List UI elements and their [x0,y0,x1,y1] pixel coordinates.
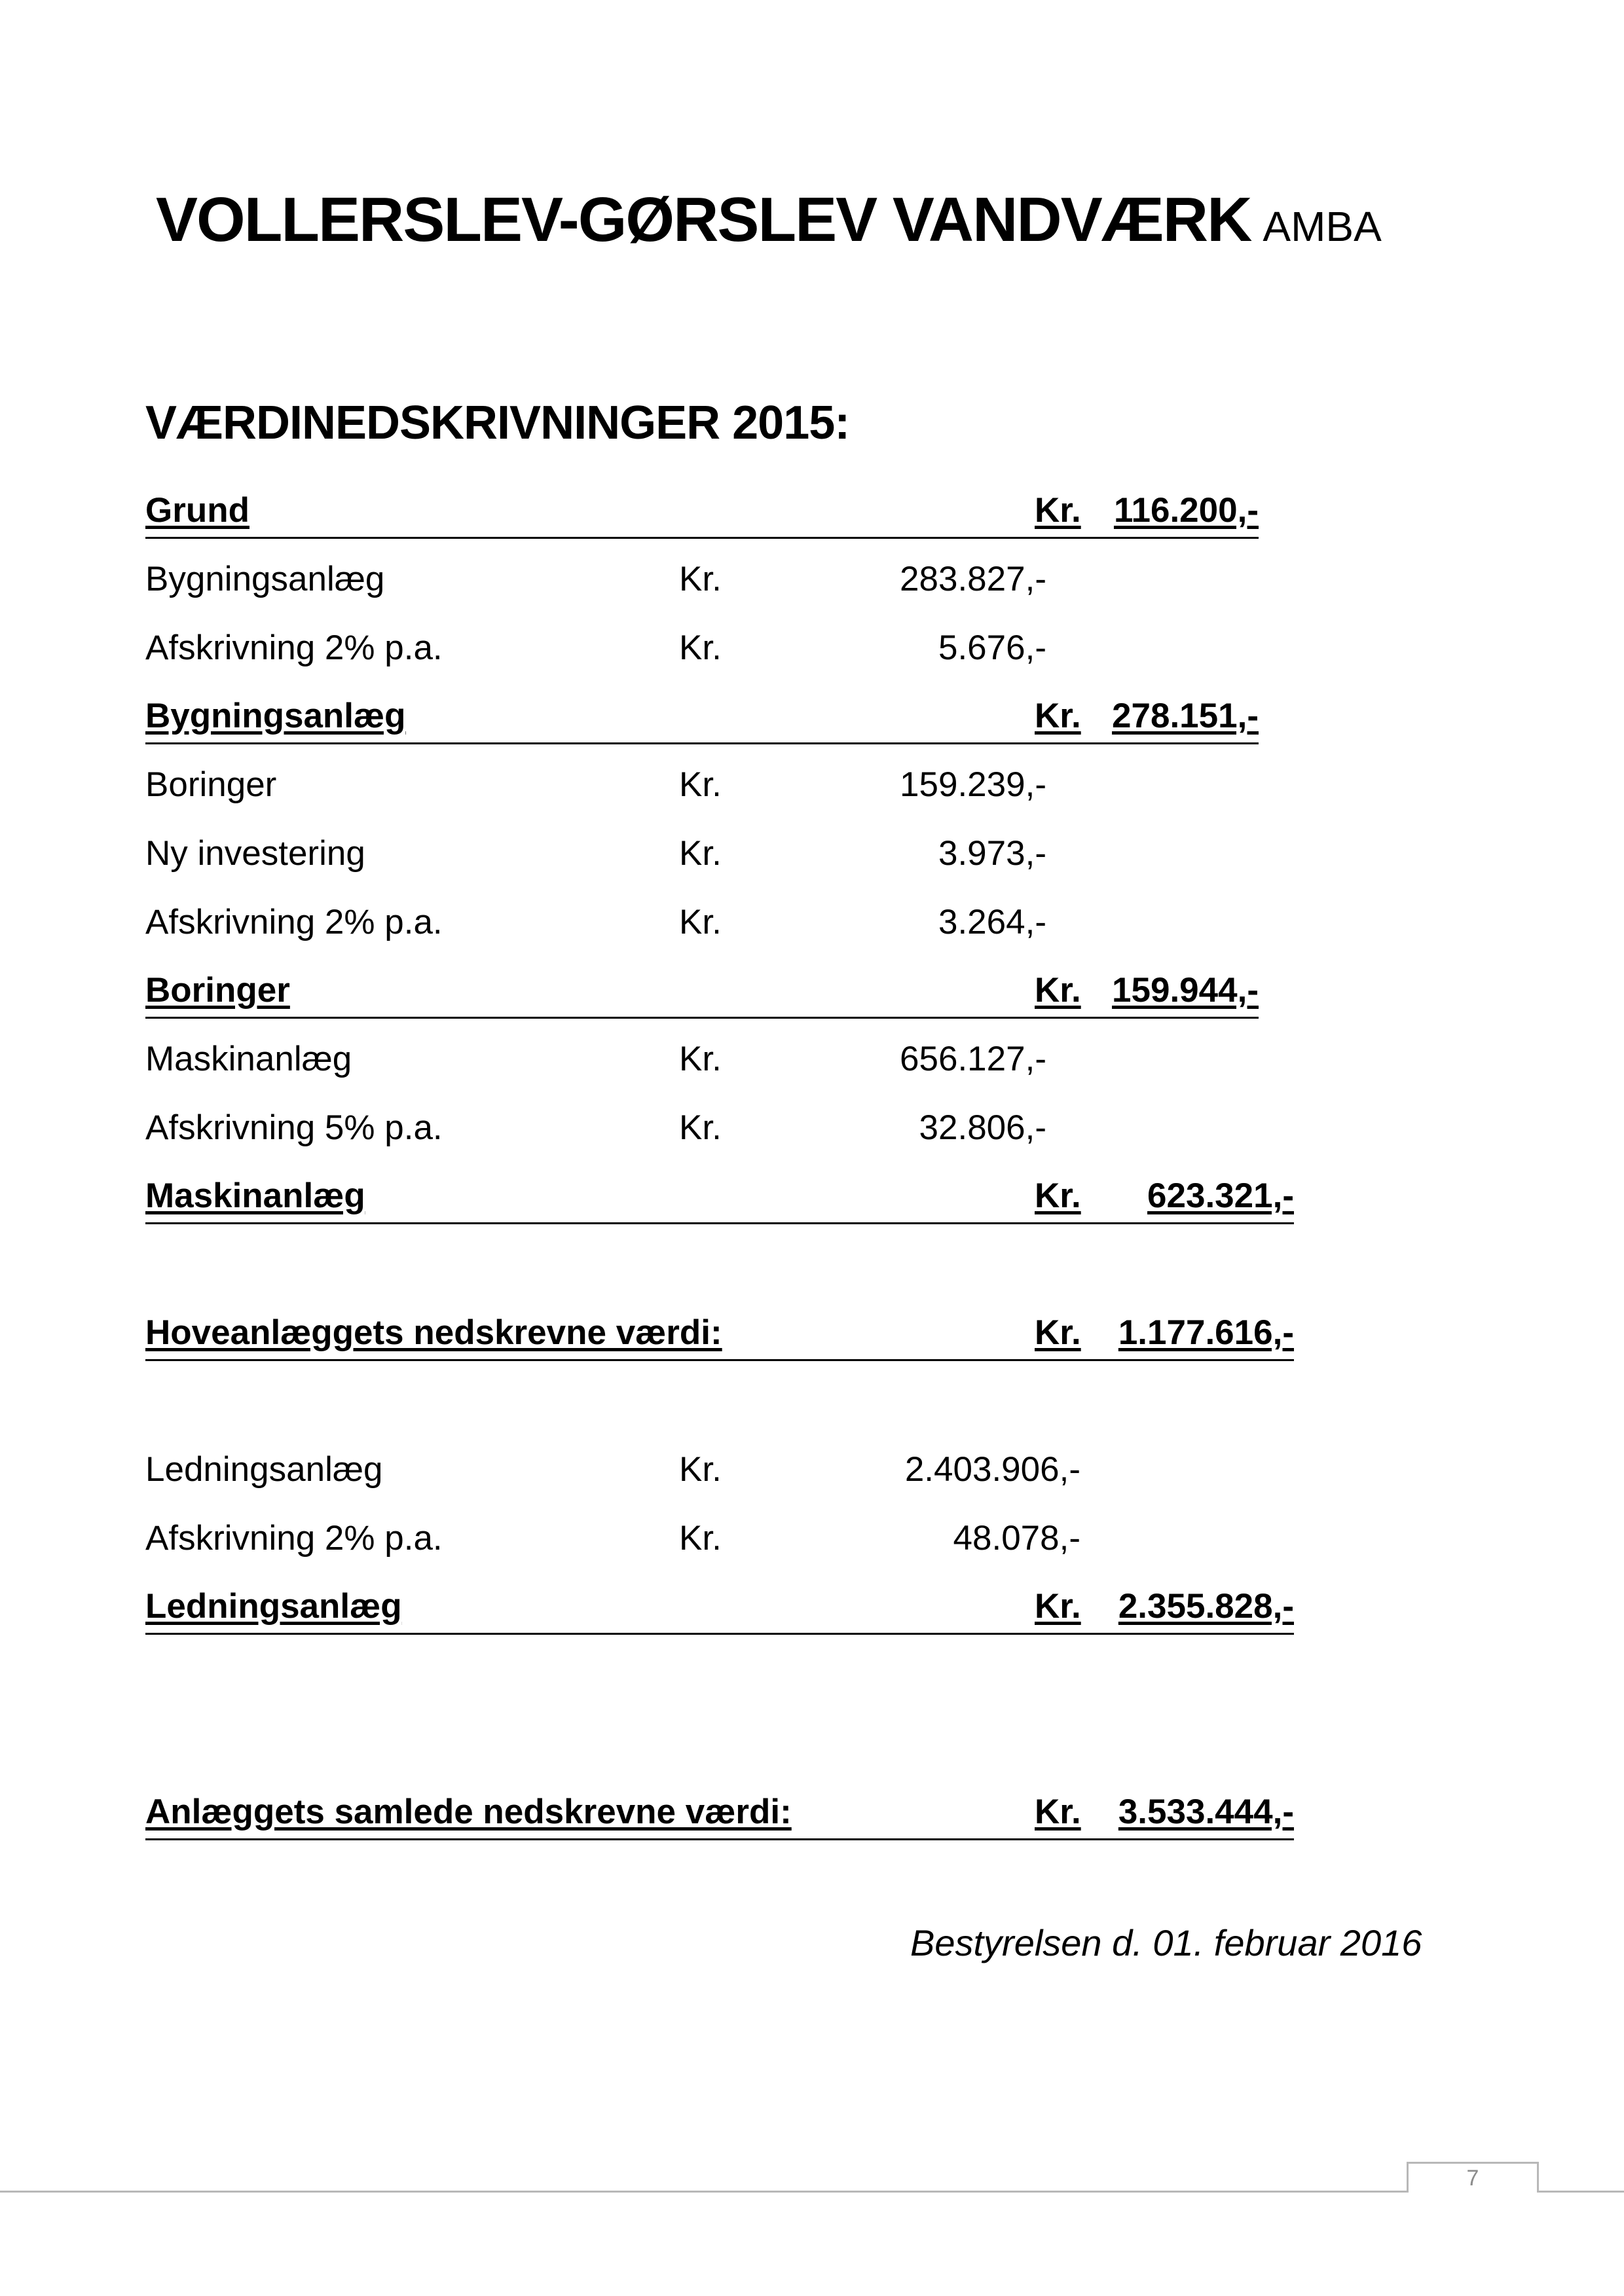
row-amount: 3.533.444,- [1118,1793,1294,1831]
currency-label: Kr. [679,1450,722,1489]
row-amount: 2.403.906,- [904,1450,1080,1489]
currency-label: Kr. [679,1519,722,1558]
section-heading: VÆRDINEDSKRIVNINGER 2015: [145,397,850,449]
row-label: Hoveanlæggets nedskrevne værdi: [145,1313,722,1352]
row-label: Boringer [145,765,277,804]
row-label: Ledningsanlæg [145,1450,383,1489]
row-amount: 116.200,- [1113,491,1259,530]
row-label: Bygningsanlæg [145,697,406,735]
title-main: VOLLERSLEV-GØRSLEV VANDVÆRK [156,185,1251,255]
currency-label: Kr. [679,1040,722,1078]
row-label: Ny investering [145,834,365,873]
footer-divider [0,2191,1624,2193]
currency-label: Kr. [679,1108,722,1147]
currency-label: Kr. [679,560,722,598]
row-label: Afskrivning 2% p.a. [145,629,443,667]
row-label: Maskinanlæg [145,1040,352,1078]
total-row-ledningsanlaeg [145,1579,1294,1635]
row-amount: 1.177.616,- [1118,1313,1294,1352]
row-label: Grund [145,491,249,530]
row-amount: 623.321,- [1147,1176,1294,1215]
currency-label: Kr. [679,903,722,941]
row-label: Ledningsanlæg [145,1587,402,1626]
row-amount: 3.973,- [938,834,1046,873]
row-label: Afskrivning 5% p.a. [145,1108,443,1147]
row-amount: 159.944,- [1112,971,1259,1010]
row-amount: 32.806,- [919,1108,1046,1147]
row-amount: 2.355.828,- [1118,1587,1294,1626]
row-label: Anlæggets samlede nedskrevne værdi: [145,1793,792,1831]
currency-label: Kr. [679,765,722,804]
signature-line: Bestyrelsen d. 01. februar 2016 [910,1922,1422,1963]
row-amount: 3.264,- [938,903,1046,941]
total-row-grund [145,483,1259,539]
grand-total-row [145,1785,1294,1840]
currency-label: Kr. [1035,491,1081,530]
row-amount: 5.676,- [938,629,1046,667]
row-label: Boringer [145,971,290,1010]
row-label: Bygningsanlæg [145,560,385,598]
currency-label: Kr. [1035,1313,1081,1352]
currency-label: Kr. [1035,1176,1081,1215]
total-row-maskinanlaeg [145,1169,1294,1224]
row-amount: 656.127,- [900,1040,1046,1078]
row-label: Maskinanlæg [145,1176,365,1215]
currency-label: Kr. [679,629,722,667]
currency-label: Kr. [1035,1587,1081,1626]
total-row-hoveanlaeg [145,1305,1294,1361]
row-amount: 48.078,- [953,1519,1080,1558]
currency-label: Kr. [1035,1793,1081,1831]
currency-label: Kr. [679,834,722,873]
page-title [156,185,1382,255]
title-suffix: AMBA [1263,203,1382,250]
row-label: Afskrivning 2% p.a. [145,903,443,941]
total-row-boringer [145,963,1259,1019]
total-row-bygningsanlaeg [145,689,1259,744]
row-label: Afskrivning 2% p.a. [145,1519,443,1558]
row-amount: 283.827,- [900,560,1046,598]
row-amount: 159.239,- [900,765,1046,804]
currency-label: Kr. [1035,971,1081,1010]
page-number: 7 [1407,2162,1539,2193]
currency-label: Kr. [1035,697,1081,735]
row-amount: 278.151,- [1112,697,1259,735]
